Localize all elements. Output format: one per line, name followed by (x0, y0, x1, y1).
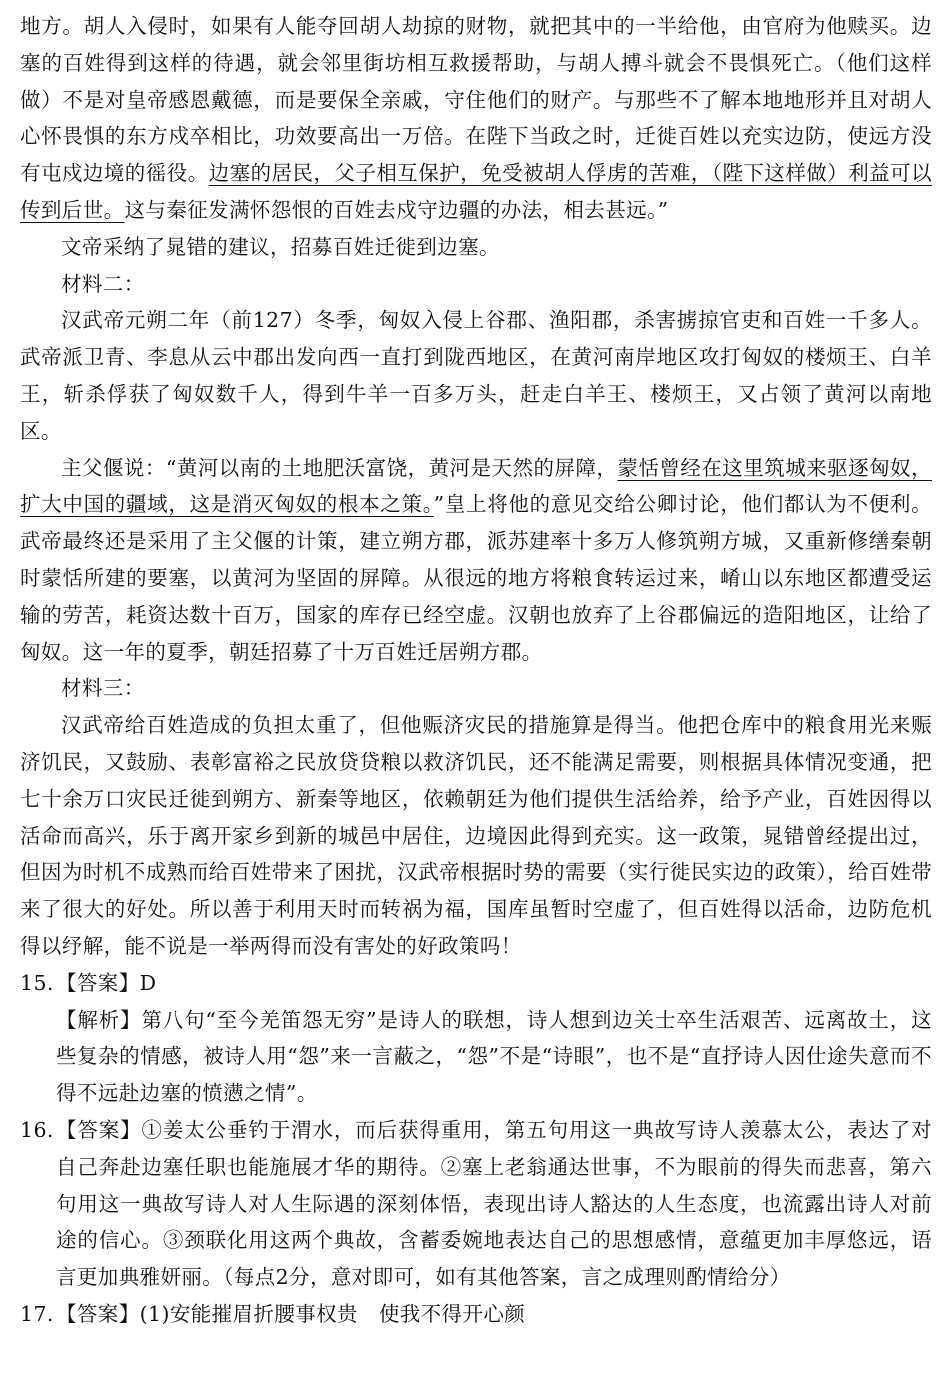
material-2-paragraph-1: 汉武帝元朔二年（前127）冬季，匈奴入侵上谷郡、渔阳郡，杀害掳掠官吏和百姓一千多人。武帝派卫青、李息从云中郡出发向西一直打到陇西地区，在黄河南岸地区攻打匈奴的楼烦王、白羊王，斩杀俘获了匈奴数千人，得到牛羊一百多万头，赶走白羊王、楼烦王，又占领了黄河以南地区。 (20, 308, 932, 443)
material-3-paragraph: 汉武帝给百姓造成的负担太重了，但他赈济灾民的措施算是得当。他把仓库中的粮食用光来赈济饥民，又鼓励、表彰富裕之民放贷贷粮以救济饥民，还不能满足需要，则根据具体情况变通，把七十余万口灾民迁徙到朔方、新秦等地区，依赖朝廷为他们提供生活给养，给予产业，百姓因得以活命而高兴，乐于离开家乡到新的城邑中居住，边境因此得到充实。这一政策，晁错曾经提出过，但因为时机不成熟而给百姓带来了困扰，汉武帝根据时势的需要（实行徙民实边的政策），给百姓带来了很大的好处。所以善于利用天时而转祸为福，国库虽暂时空虚了，但百姓得以活命，边防危机得以纾解，能不说是一举两得而没有害处的好政策吗！ (20, 713, 932, 958)
material-2-paragraph-2 (20, 450, 932, 671)
question-number: 16. (20, 1117, 54, 1142)
question-number: 17. (20, 1301, 54, 1326)
answer-text: D (139, 970, 157, 995)
document-page (20, 8, 932, 1333)
answer-text: ①姜太公垂钓于渭水，而后获得重用，第五句用这一典故写诗人羡慕太公，表达了对自己奔赴边塞任职也能施展才华的期待。②塞上老翁通达世事，不为眼前的得失而悲喜，第六句用这一典故写诗人对人生际遇的深刻体悟，表现出诗人豁达的人生态度，也流露出诗人对前途的信心。③颈联化用这两个典故，含蓄委婉地表达自己的思想感情，意蕴更加丰厚悠远，语言更加典雅妍丽。（每点2分，意对即可，如有其他答案，言之成理则酌情给分） (56, 1117, 932, 1290)
analysis-text: 第八句“至今羌笛怨无穷”是诗人的联想，诗人想到边关士卒生活艰苦、远离故土，这些复杂的情感，被诗人用“怨”来一言蔽之，“怨”不是“诗眼”，也不是“直抒诗人因仕途失意而不得不远赴边塞的愤懑之情”。 (56, 1007, 932, 1106)
question-15-answer (20, 965, 932, 1002)
answer-label: 【答案】 (56, 1301, 140, 1326)
answer-label: 【答案】 (56, 970, 140, 995)
answer-label: 【答案】 (56, 1117, 142, 1142)
answer-text: (1)安能摧眉折腰事权贵 使我不得开心颜 (139, 1301, 526, 1326)
passage-text: 地方。胡人入侵时，如果有人能夺回胡人劫掠的财物，就把其中的一半给他，由官府为他赎买。边塞的百姓得到这样的待遇，就会邻里街坊相互救援帮助，与胡人搏斗就会不畏惧死亡。（他们这样做）不是对皇帝感恩戴德，而是要保全亲戚，守住他们的财产。与那些不了解本地地形并且对胡人心怀畏惧的东方戍卒相比，功效要高出一万倍。在陛下当政之时，迁徙百姓以充实边防，使远方没有屯戍边境的徭役。 (20, 14, 932, 186)
underlined-sentence: 边塞的居民，父子相互保护，免受被胡人俘虏的苦难，（陛下这样做）利益可以传到后世。 (20, 161, 932, 222)
underlined-sentence: 蒙恬曾经在这里筑城来驱逐匈奴，扩大中国的疆域，这是消灭匈奴的根本之策。 (20, 455, 933, 517)
question-16-answer (20, 1112, 932, 1296)
analysis-label: 【解析】 (56, 1007, 142, 1032)
question-15-analysis (20, 1002, 932, 1112)
question-number: 15. (20, 970, 54, 995)
passage-continuation (20, 8, 932, 229)
passage-text: 这与秦征发满怀怨恨的百姓去戍守边疆的办法，相去甚远。” (124, 197, 669, 222)
material-3-label: 材料三： (61, 676, 145, 701)
material-2-label: 材料二： (61, 271, 145, 296)
question-17-answer (20, 1296, 932, 1333)
decision-paragraph: 文帝采纳了晁错的建议，招募百姓迁徙到边塞。 (61, 234, 500, 259)
passage-text: ”皇上将他的意见交给公卿讨论，他们都认为不便利。武帝最终还是采用了主父偃的计策，建立朔方郡，派苏建率十多万人修筑朔方城，又重新修缮秦朝时蒙恬所建的要塞，以黄河为坚固的屏障。从很远的地方将粮食转运过来，崤山以东地区都遭受运输的劳苦，耗资达数十百万，国家的库存已经空虚。汉朝也放弃了上谷郡偏远的造阳地区，让给了匈奴。这一年的夏季，朝廷招募了十万百姓迁居朔方郡。 (20, 492, 932, 664)
passage-text: 主父偃说：“黄河以南的土地肥沃富饶，黄河是天然的屏障， (61, 455, 618, 480)
